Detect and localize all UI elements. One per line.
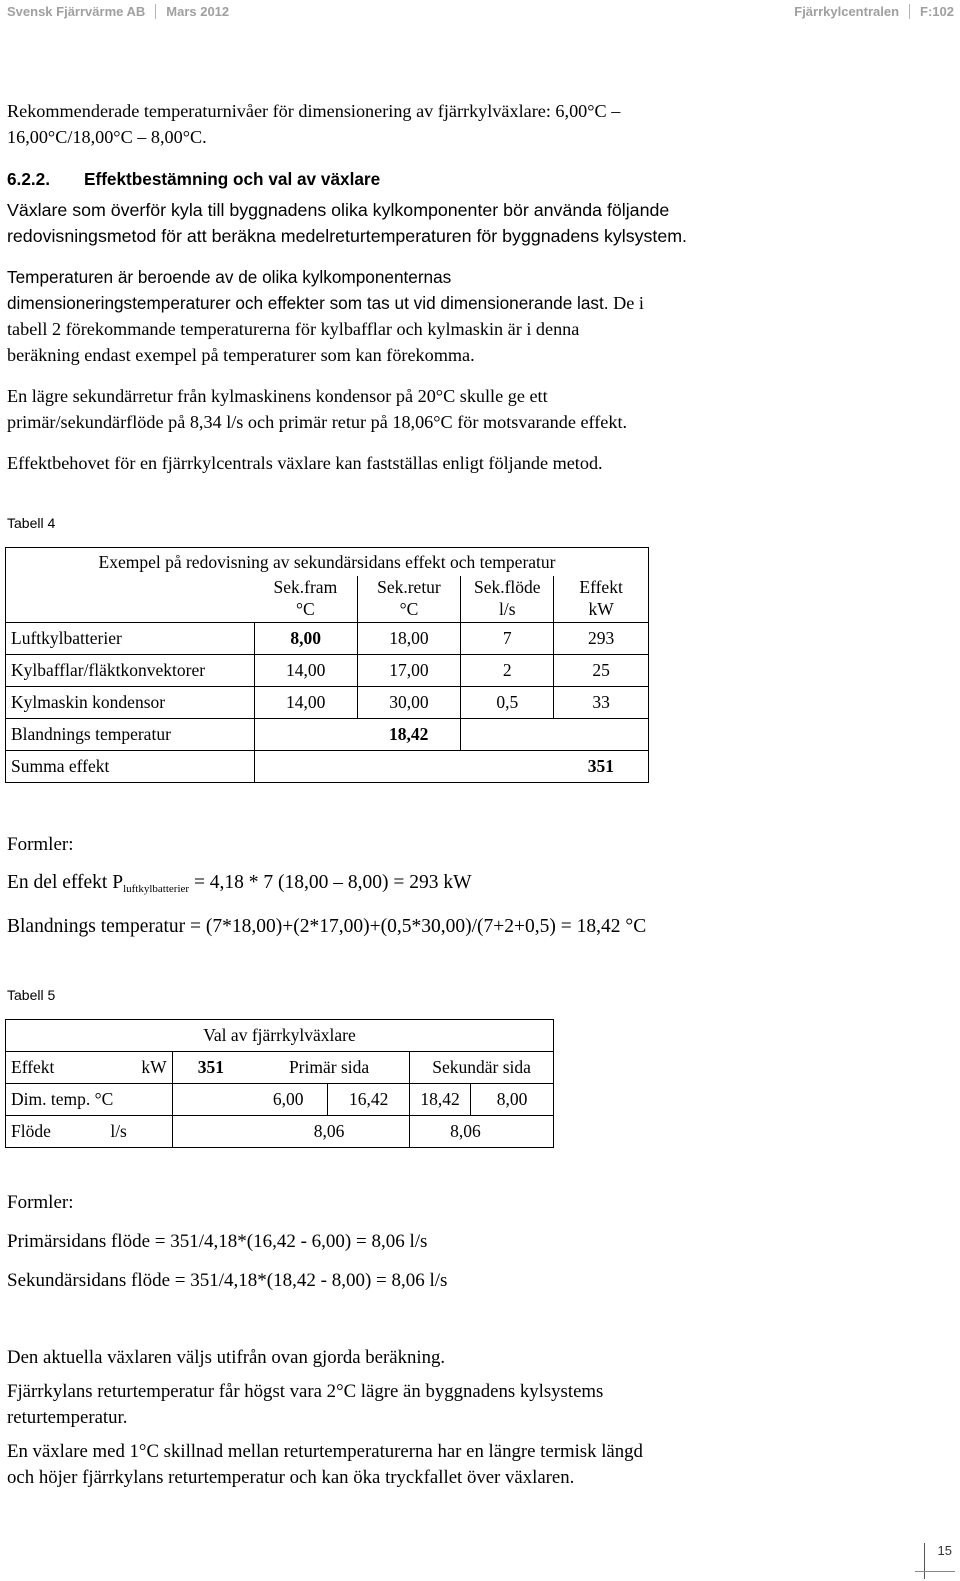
cell: 25 (554, 655, 649, 687)
column-header: Sek.retur °C (357, 576, 461, 623)
text-line: Effektbehovet för en fjärrkylcentrals växlare kan fastställas enligt följande metod. (7, 453, 603, 473)
paragraph-3 (7, 383, 947, 435)
formula-line: Blandnings temperatur = (7*18,00)+(2*17,00)+(0,5*30,00)/(7+2+0,5) = 18,42 °C (7, 916, 647, 937)
cell: 0,5 (461, 687, 554, 719)
header-section: Fjärrkylcentralen (794, 4, 900, 19)
text-line: Fjärrkylans returtemperatur får högst vara 2°C lägre än byggnadens kylsystems (7, 1381, 604, 1402)
table-4-label: Tabell 4 (7, 515, 56, 531)
cell: 293 (554, 623, 649, 655)
cell: 8,00 (471, 1084, 554, 1116)
text-line: returtemperatur. (7, 1407, 128, 1428)
section-title: Effektbestämning och val av växlare (84, 169, 381, 189)
table-5 (5, 1019, 554, 1148)
text-line: primär/sekundärflöde på 8,34 l/s och primär retur på 18,06°C för motsvarande effekt. (7, 412, 628, 432)
text-line: En växlare med 1°C skillnad mellan returtemperaturerna har en längre termisk längd (7, 1441, 643, 1462)
text-line: tabell 2 förekommande temperaturerna för kylbafflar och kylmaskin är i denna (7, 319, 580, 339)
cell: 6,00 (249, 1084, 328, 1116)
mix-temperature-value: 18,42 (357, 719, 461, 751)
column-header: Effekt kW (554, 576, 649, 623)
cell: 17,00 (357, 655, 461, 687)
row-label: Blandnings temperatur (6, 719, 255, 751)
cell: 14,00 (254, 687, 357, 719)
paragraph-4 (7, 450, 947, 476)
cell (172, 1116, 249, 1148)
formula-line: En del effekt $P_{luftkylbatterier} = 4,18 * 7$ (18,00 – 8,00) = 293 kW (7, 872, 472, 895)
page-number: 15 (937, 1543, 952, 1558)
primary-side-header: Primär sida (249, 1052, 410, 1084)
cell: 2 (461, 655, 554, 687)
column-header: Sek.flöde l/s (461, 576, 554, 623)
section-heading (7, 166, 947, 192)
header-date: Mars 2012 (166, 4, 230, 19)
cell: 33 (554, 687, 649, 719)
header-code: F:102 (920, 4, 954, 19)
cell (254, 719, 357, 751)
table-row (6, 1116, 554, 1148)
row-label: Flöde (6, 1116, 106, 1148)
formulas-2 (7, 1190, 947, 1294)
table-row (6, 751, 649, 783)
cell: 14,00 (254, 655, 357, 687)
intro-paragraph (7, 98, 947, 150)
cell: 30,00 (357, 687, 461, 719)
cell (172, 1084, 249, 1116)
table-4-title: Exempel på redovisning av sekundärsidans effekt och temperatur (6, 548, 649, 577)
header-divider (909, 4, 910, 19)
header-divider (155, 4, 156, 19)
paragraph-1 (7, 197, 947, 249)
text-line: beräkning endast exempel på temperaturer som kan förekomma. (7, 345, 475, 365)
effect-value: 351 (172, 1052, 249, 1084)
row-label: Effekt (6, 1052, 106, 1084)
footer-divider (924, 1543, 925, 1579)
row-label: Kylbafflar/fläktkonvektorer (6, 655, 255, 687)
table-row (6, 719, 649, 751)
intro-line: 16,00°C/18,00°C – 8,00°C. (7, 127, 207, 147)
table-row (6, 1084, 554, 1116)
table-5-label: Tabell 5 (7, 987, 56, 1003)
cell: 18,00 (357, 623, 461, 655)
text-line: Växlare som överför kyla till byggnadens olika kylkomponenter bör använda följande (7, 200, 670, 220)
formulas-1 (7, 832, 947, 940)
table-row (6, 687, 649, 719)
row-label: Summa effekt (6, 751, 255, 783)
text-line: redovisningsmetod för att beräkna medelreturtemperaturen för byggnadens kylsystem. (7, 226, 687, 246)
cell: 18,42 (410, 1084, 471, 1116)
text-line: och höjer fjärrkylans returtemperatur och kan öka tryckfallet över växlaren. (7, 1467, 575, 1488)
cell (461, 719, 649, 751)
text-line: Temperaturen är beroende av de olika kylkomponenternas (7, 267, 452, 287)
page-footer (938, 1543, 952, 1558)
row-label: Kylmaskin kondensor (6, 687, 255, 719)
cell: 16,42 (328, 1084, 410, 1116)
cell: 8,06 (249, 1116, 410, 1148)
section-number: 6.2.2. (7, 169, 51, 189)
page-header-right (794, 4, 954, 19)
table-4 (5, 547, 649, 783)
footer-rule (915, 1571, 955, 1572)
table-row (6, 623, 649, 655)
secondary-side-header: Sekundär sida (410, 1052, 554, 1084)
text-line: dimensioneringstemperaturer och effekter som tas ut vid dimensionerande last. (7, 293, 609, 313)
cell: 8,06 (410, 1116, 554, 1148)
sum-effect-value: 351 (554, 751, 649, 783)
text-line: De i (608, 293, 644, 313)
cell: 8,00 (254, 623, 357, 655)
closing-text (7, 1345, 947, 1491)
paragraph-2 (7, 264, 947, 368)
text-line: Den aktuella växlaren väljs utifrån ovan gjorda beräkning. (7, 1347, 446, 1368)
row-label: Dim. temp. °C (6, 1084, 173, 1116)
formulas-heading: Formler: (7, 834, 74, 855)
cell: 7 (461, 623, 554, 655)
unit: kW (105, 1052, 172, 1084)
table-5-title: Val av fjärrkylväxlare (6, 1020, 554, 1052)
table-header-empty (6, 576, 255, 623)
formula-line: Sekundärsidans flöde = 351/4,18*(18,42 - 8,00) = 8,06 l/s (7, 1270, 448, 1291)
header-company: Svensk Fjärrvärme AB (7, 4, 146, 19)
table-row (6, 655, 649, 687)
unit: l/s (105, 1116, 172, 1148)
intro-line: Rekommenderade temperaturnivåer för dimensionering av fjärrkylväxlare: 6,00°C – (7, 101, 621, 121)
page-header-left (7, 4, 229, 19)
text-line: En lägre sekundärretur från kylmaskinens kondensor på 20°C skulle ge ett (7, 386, 548, 406)
row-label: Luftkylbatterier (6, 623, 255, 655)
cell (254, 751, 554, 783)
column-header: Sek.fram °C (254, 576, 357, 623)
formula-line: Primärsidans flöde = 351/4,18*(16,42 - 6,00) = 8,06 l/s (7, 1231, 428, 1252)
formulas-heading: Formler: (7, 1192, 74, 1213)
table-row (6, 1052, 554, 1084)
